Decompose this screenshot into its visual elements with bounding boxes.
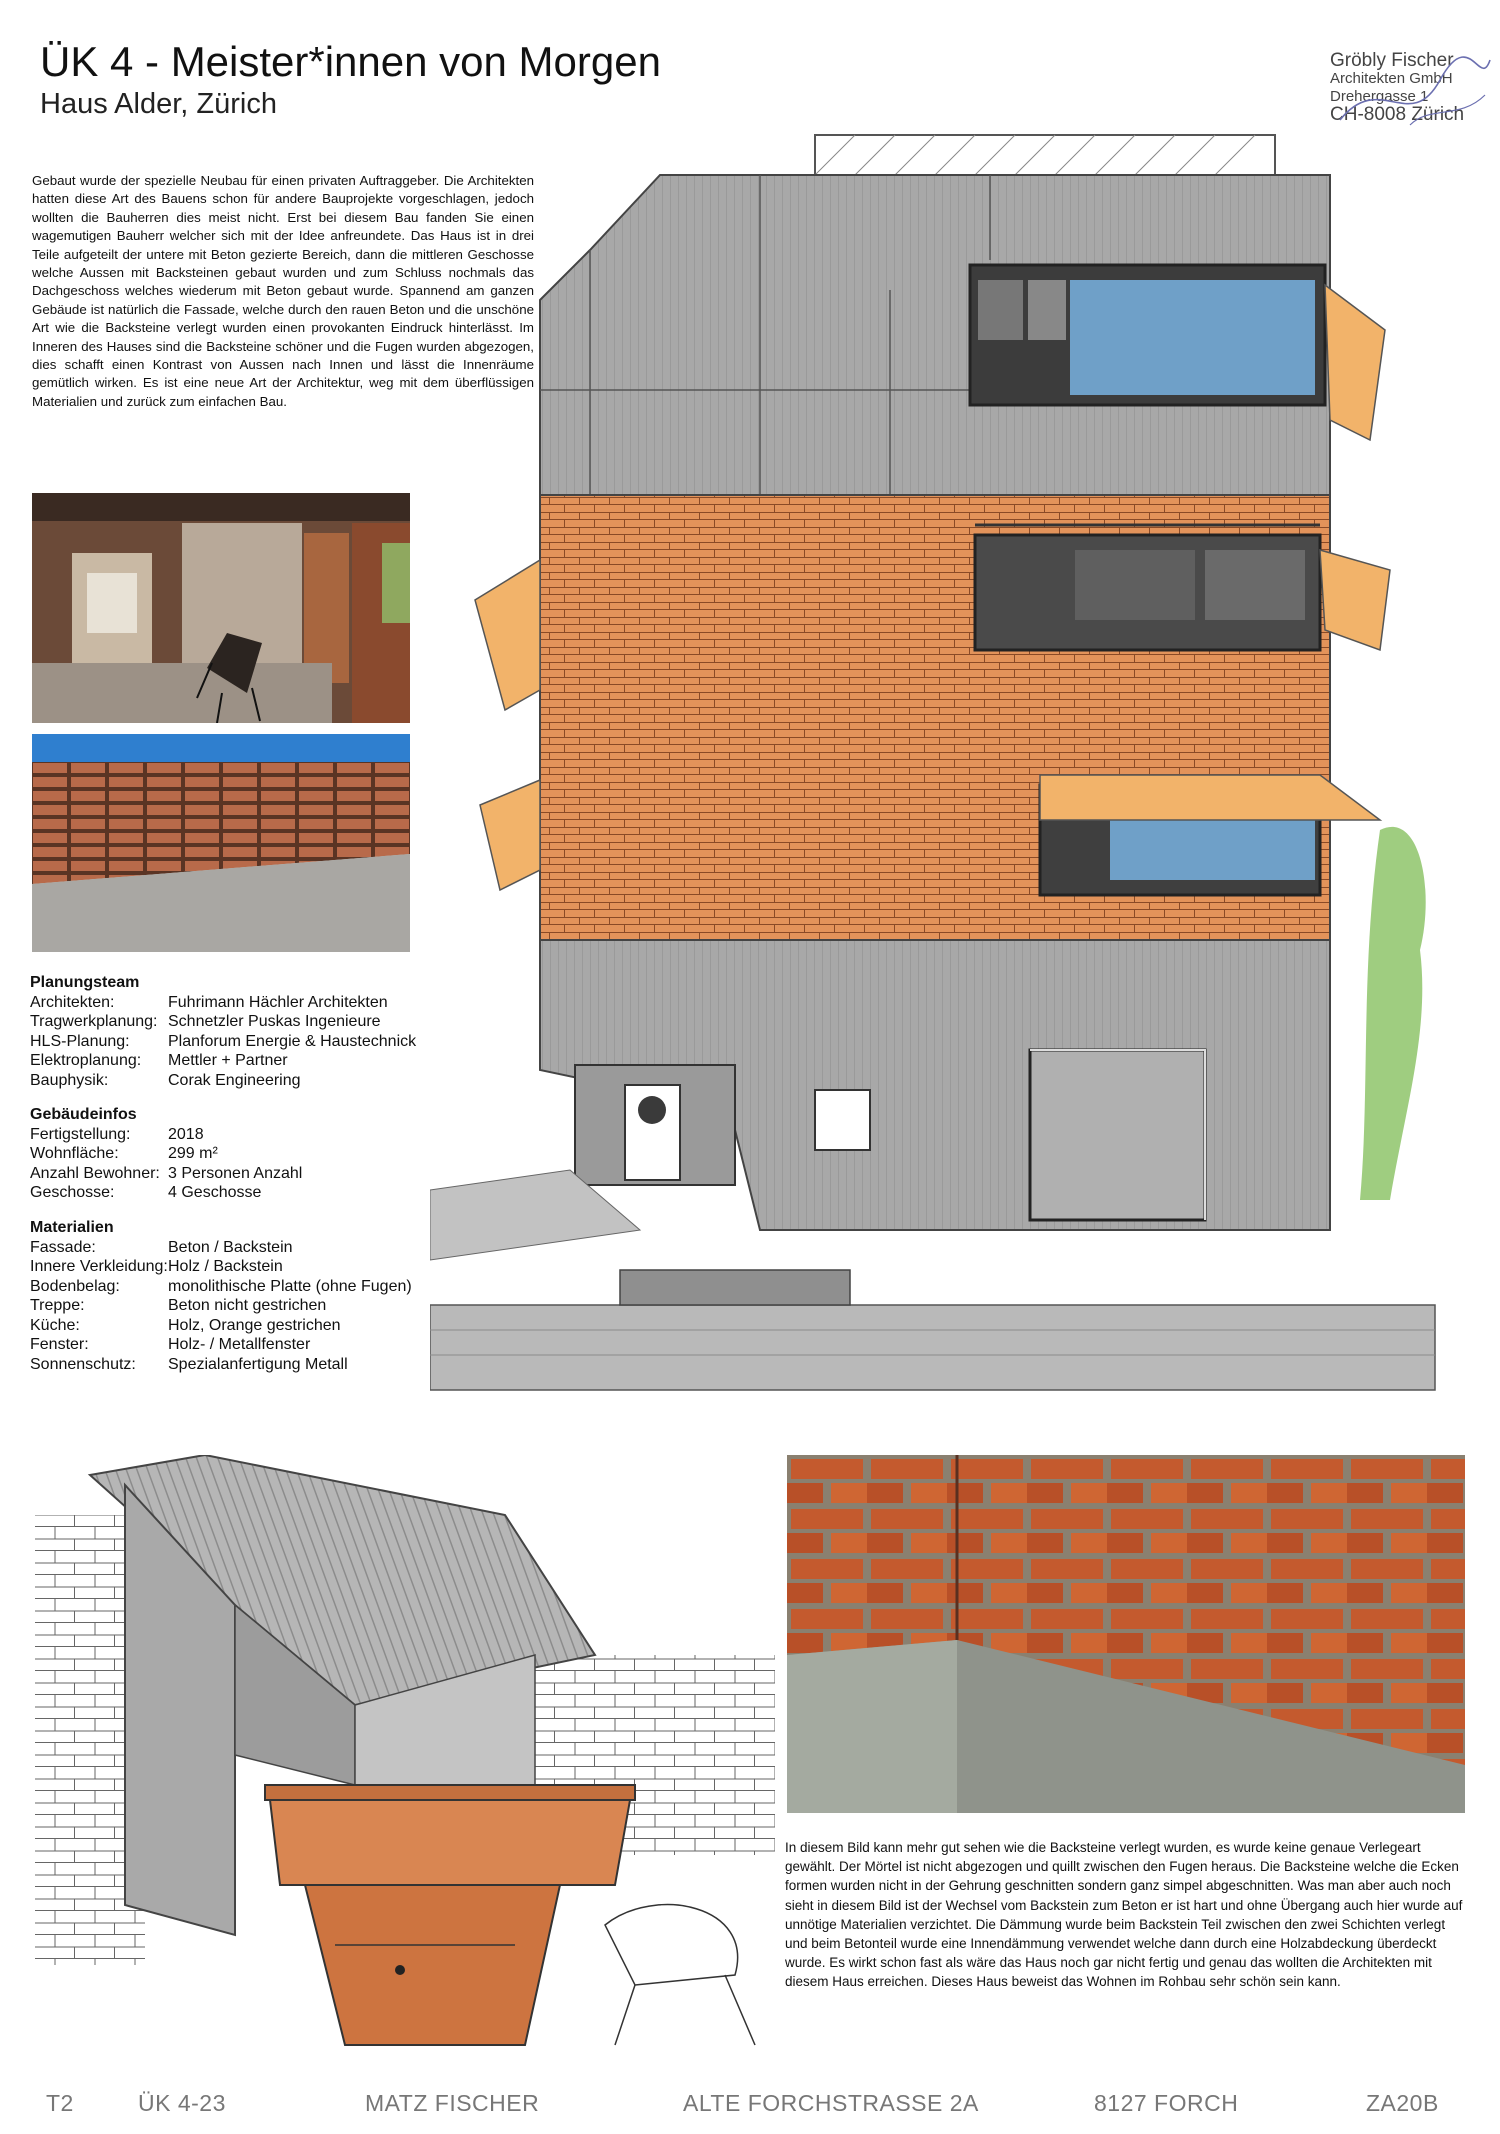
info-value: Fuhrimann Hächler Architekten <box>168 993 388 1011</box>
info-value: Schnetzler Puskas Ingenieure <box>168 1013 381 1030</box>
footer-code: ÜK 4-23 <box>138 2090 226 2116</box>
info-key: Anzahl Bewohner: <box>30 1164 160 1182</box>
footer-t: T2 <box>46 2090 74 2116</box>
info-value: Corak Engineering <box>168 1071 301 1089</box>
info-key: Küche: <box>30 1316 80 1334</box>
brick-facade-photo <box>32 734 410 952</box>
footer-street: ALTE FORCHSTRASSE 2A <box>683 2090 979 2116</box>
interior-sketch <box>35 1455 775 2050</box>
info-key: Innere Verkleidung: <box>30 1258 168 1275</box>
stamp-line-4: CH-8008 Zürich <box>1330 104 1465 125</box>
footer-name: MATZ FISCHER <box>365 2090 540 2116</box>
planungsteam-block <box>30 973 460 1090</box>
info-value: monolithische Platte (ohne Fugen) <box>168 1277 412 1295</box>
info-value: 4 Geschosse <box>168 1184 262 1201</box>
info-value: 3 Personen Anzahl <box>168 1164 303 1182</box>
info-key: Bauphysik: <box>30 1071 109 1089</box>
info-key: Elektroplanung: <box>30 1052 142 1069</box>
info-value: Holz / Backstein <box>168 1258 283 1275</box>
info-key: Fassade: <box>30 1238 96 1256</box>
info-value: Beton / Backstein <box>168 1238 293 1256</box>
brick-detail-photo <box>787 1455 1465 1813</box>
interior-photo <box>32 493 410 723</box>
info-value: 2018 <box>168 1125 204 1143</box>
intro-paragraph: Gebaut wurde der spezielle Neubau für einen privaten Auftraggeber. Die Architekten hatten diese Art des Bauens schon für andere Bauprojekte vorgeschlagen, jedoch wollten die Bauherren dies meist nicht. Erst bei diesem Bau fanden Sie einen wagemutigen Bauherr welcher sich mit der Idee anfreundete. Das Haus ist in drei Teile aufgeteilt der untere mit Beton gezierte Bereich, dann die mittleren Geschosse welche Aussen mit Backsteinen gebaut wurden und zum Schluss nochmals das Dachgeschoss welches wiederum mit Beton gebaut wurde. Spannend am ganzen Gebäude ist natürlich die Fassade, welche durch den rauen Beton und die unschöne Art wie die Backsteine verlegt wurden einen provokanten Eindruck hinterlässt. Im Inneren des Hauses sind die Backsteine schöner und die Fugen wurden abgezogen, dies schafft einen Kontrast von Aussen nach Innen und lässt die Innenräume gemütlich wirken. Es ist eine neue Art der Architektur, weg mit dem überflüssigen Materialien und zurück zum einfachen Bau. <box>32 173 534 409</box>
info-value: Beton nicht gestrichen <box>168 1297 327 1314</box>
info-key: Bodenbelag: <box>30 1277 120 1295</box>
materialien-heading: Materialien <box>30 1219 114 1236</box>
info-value: 299 m² <box>168 1145 218 1162</box>
info-key: HLS-Planung: <box>30 1032 130 1050</box>
planungsteam-heading: Planungsteam <box>30 974 140 991</box>
detail-caption: In diesem Bild kann mehr gut sehen wie die Backsteine verlegt wurden, es wurde keine genaue Verlegeart gewählt. Der Mörtel ist nicht abgezogen und quillt zwischen den Fugen heraus. Die Backsteine welche die Ecken formen wurden nicht in der Gehrung geschnitten sondern ganz simpel abgeschnitten. Was man aber auch noch sieht in diesem Bild ist der Wechsel vom Backstein zum Beton er ist hart und ohne Übergang auch hier wurde auf unnötige Materialien verzichtet. Die Dämmung wurde beim Backstein Teil zwischen den zwei Schichten verlegt und beim Betonteil wurde eine Innendämmung verwendet welche dann durch eine Holzabdeckung überdeckt wurde. Es wirkt schon fast als wäre das Haus noch gar nicht fertig und genau das wollten die Architekten mit diesem Haus erreichen. Dieses Haus beweist das Wohnen im Rohbau sehr schön sein kann. <box>785 1840 1463 1990</box>
gebaeudeinfos-heading: Gebäudeinfos <box>30 1106 137 1123</box>
info-key: Treppe: <box>30 1297 85 1314</box>
footer-city: 8127 FORCH <box>1094 2090 1239 2116</box>
info-value: Mettler + Partner <box>168 1052 288 1069</box>
materialien-block <box>30 1218 460 1374</box>
info-key: Sonnenschutz: <box>30 1355 136 1373</box>
page-subtitle: Haus Alder, Zürich <box>40 88 277 120</box>
info-key: Fertigstellung: <box>30 1125 131 1143</box>
info-value: Planforum Energie & Haustechnick <box>168 1032 417 1050</box>
facade-sketch <box>430 130 1440 1400</box>
info-key: Fenster: <box>30 1336 89 1353</box>
info-key: Tragwerkplanung: <box>30 1013 158 1030</box>
info-key: Geschosse: <box>30 1184 115 1201</box>
signature-scribble <box>1320 50 1500 140</box>
page-title: ÜK 4 - Meister*innen von Morgen <box>40 38 661 85</box>
gebaeudeinfos-block <box>30 1105 460 1203</box>
stamp-line-2: Architekten GmbH <box>1330 70 1453 87</box>
info-key: Architekten: <box>30 993 115 1011</box>
info-value: Holz, Orange gestrichen <box>168 1316 341 1334</box>
info-key: Wohnfläche: <box>30 1145 119 1162</box>
info-value: Holz- / Metallfenster <box>168 1336 311 1353</box>
stamp-line-3: Drehergasse 1 <box>1330 88 1429 105</box>
info-value: Spezialanfertigung Metall <box>168 1355 348 1373</box>
footer-class: ZA20B <box>1366 2090 1439 2116</box>
stamp-line-1: Gröbly Fischer <box>1330 50 1454 71</box>
